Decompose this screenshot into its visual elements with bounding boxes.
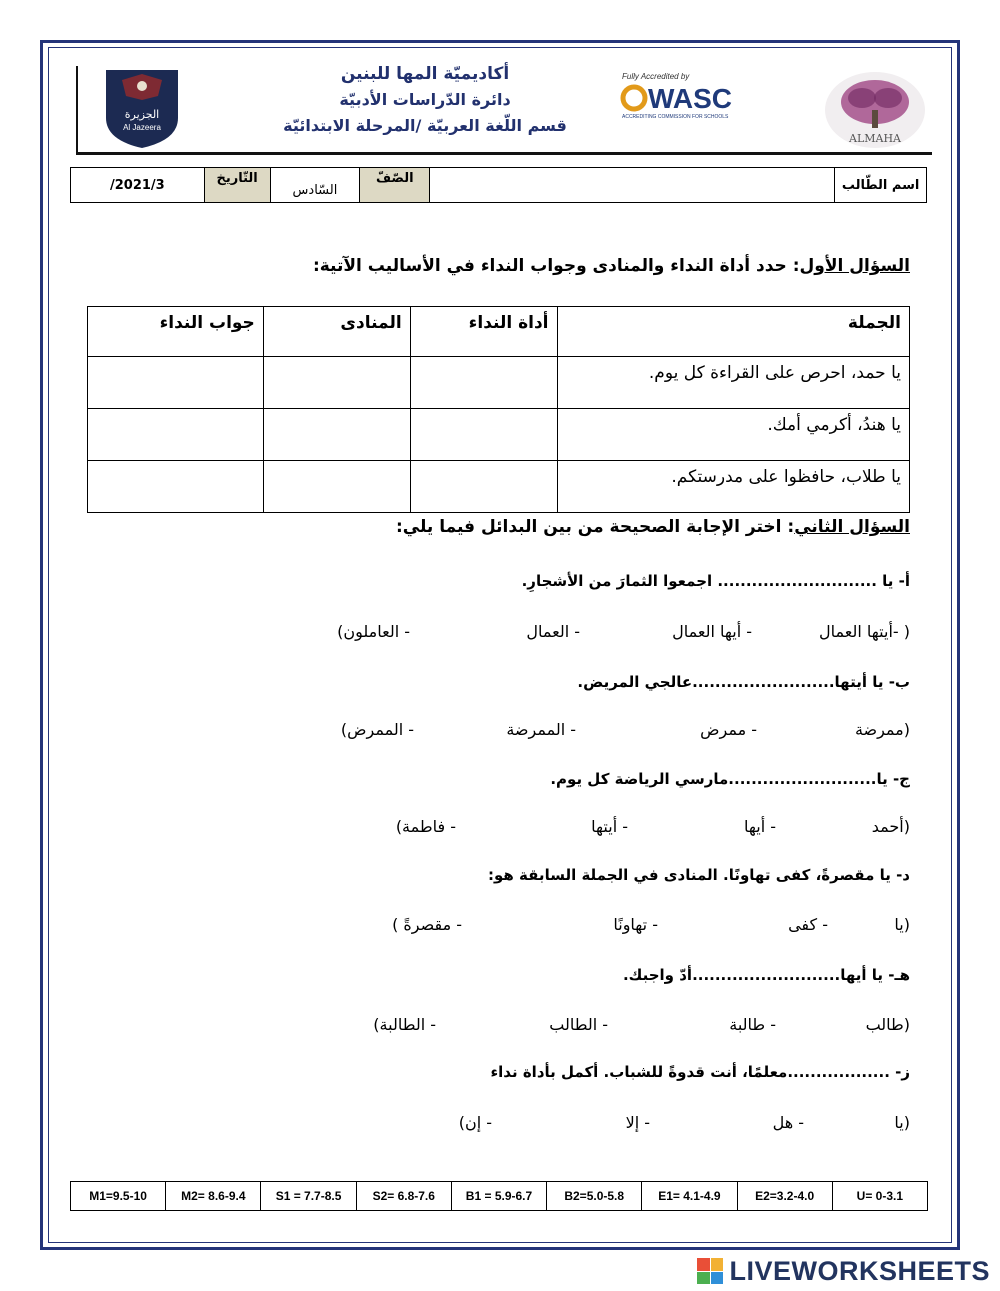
grade-scale-table <box>70 1181 928 1211</box>
q2-a-option-2[interactable]: - أيها العمال <box>672 622 752 641</box>
q2-title-prefix: السؤال الثاني <box>794 517 910 537</box>
student-info-table <box>70 167 927 203</box>
q1-title-rest: : حدد أداة النداء والمنادى وجواب النداء في الأساليب الآتية: <box>312 256 800 276</box>
wasc-logo <box>618 70 758 120</box>
class-label: الصّفّ <box>359 168 429 202</box>
aljazeera-english: Al Jazeera <box>123 123 161 132</box>
q2-z-option-4[interactable]: - إن) <box>458 1113 492 1132</box>
section-name: قسم اللّغة العربيّة /المرحلة الابتدائيّة <box>283 116 567 135</box>
q2-z-option-1[interactable]: (يا <box>894 1113 910 1132</box>
header-divider <box>76 152 932 155</box>
wasc-subtitle: ACCREDITING COMMISSION FOR SCHOOLS <box>622 114 729 120</box>
student-name-field[interactable] <box>429 168 834 202</box>
q1-sentence: يا طلاب، حافظوا على مدرستكم. <box>557 461 910 513</box>
q2-item-a: أ- يا ............................ اجمعوا الثمارَ من الأشجارِ. <box>521 572 910 590</box>
q2-item-e: هـ- يا أيها..........................أدّ واجبك. <box>622 966 910 984</box>
q1-answer-cell[interactable] <box>88 409 264 461</box>
q1-header-answer: جواب النداء <box>88 307 264 357</box>
date-label: التّاريخ <box>204 168 270 202</box>
q2-item-z: ز- ..................معلمًا، أنت قدوةً للشباب. أكمل بأداة نداء <box>490 1063 910 1081</box>
grade-cell: S2= 6.8-7.6 <box>357 1182 452 1210</box>
q2-d-option-3[interactable]: - تهاونًا <box>613 915 658 934</box>
q2-e-option-1[interactable]: (طالب <box>865 1015 910 1034</box>
class-value: السّادس <box>270 168 360 202</box>
q1-sentence: يا حمد، احرص على القراءة كل يوم. <box>557 357 910 409</box>
q2-b-option-4[interactable]: - الممرض) <box>340 720 414 739</box>
q2-a-option-1[interactable]: ( -أيتها العمال <box>819 622 910 641</box>
school-name: أكاديميّة المها للبنين <box>340 64 510 84</box>
q2-title <box>396 517 910 537</box>
q1-header-tool: أداة النداء <box>410 307 557 357</box>
q2-c-option-3[interactable]: - أيتها <box>591 817 628 836</box>
q1-sentence: يا هندُ، أكرمي أمك. <box>557 409 910 461</box>
q2-z-option-2[interactable]: - هل <box>772 1113 804 1132</box>
q2-a-option-4[interactable]: - العاملون) <box>337 622 410 641</box>
q2-item-b: ب- يا أيتها.........................عالجي المريض. <box>577 673 910 691</box>
grade-cell: E1= 4.1-4.9 <box>642 1182 737 1210</box>
grade-cell: M2= 8.6-9.4 <box>166 1182 261 1210</box>
q2-item-c: ج- يا..........................مارسي الرياضة كل يوم. <box>550 770 910 788</box>
q2-e-option-3[interactable]: - الطالب <box>549 1015 608 1034</box>
grade-cell: B2=5.0-5.8 <box>547 1182 642 1210</box>
liveworksheets-text: LIVEWORKSHEETS <box>729 1255 990 1286</box>
q2-b-option-1[interactable]: (ممرضة <box>854 720 910 739</box>
q1-title-prefix: السؤال الأول <box>799 256 910 276</box>
date-value: 2021/3/ <box>109 177 165 193</box>
q2-c-option-1[interactable]: (أحمد <box>871 817 910 836</box>
q2-a-option-3[interactable]: - العمال <box>526 622 580 641</box>
wasc-brand: WASC <box>648 83 732 114</box>
aljazeera-academy-logo <box>100 66 184 150</box>
grade-cell: B1 = 5.9-6.7 <box>452 1182 547 1210</box>
table-row <box>88 409 910 461</box>
q1-table <box>87 306 910 513</box>
q1-header-munada: المنادى <box>263 307 410 357</box>
q2-e-option-4[interactable]: - الطالبة) <box>373 1015 436 1034</box>
q2-c-option-2[interactable]: - أيها <box>743 817 776 836</box>
q1-answer-cell[interactable] <box>88 357 264 409</box>
q2-e-option-2[interactable]: - طالبة <box>729 1015 776 1034</box>
liveworksheets-icon <box>697 1258 723 1284</box>
grade-cell: S1 = 7.7-8.5 <box>261 1182 356 1210</box>
table-row <box>88 357 910 409</box>
q1-answer-cell[interactable] <box>263 409 410 461</box>
wasc-tagline: Fully Accredited by <box>622 72 690 81</box>
grade-cell: M1=9.5-10 <box>71 1182 166 1210</box>
table-row <box>88 461 910 513</box>
q1-header-row <box>88 307 910 357</box>
liveworksheets-brand[interactable] <box>697 1256 990 1286</box>
student-name-label: اسم الطّالب <box>834 168 926 202</box>
q2-b-option-3[interactable]: - الممرضة <box>506 720 576 739</box>
q2-d-option-1[interactable]: (يا <box>894 915 910 934</box>
q1-answer-cell[interactable] <box>410 357 557 409</box>
q2-d-option-2[interactable]: - كفى <box>788 915 828 934</box>
q1-header-sentence: الجملة <box>557 307 910 357</box>
q1-answer-cell[interactable] <box>88 461 264 513</box>
q2-title-rest: : اختر الإجابة الصحيحة من بين البدائل فيما يلي: <box>395 517 795 537</box>
grade-cell: U= 0-3.1 <box>856 1189 904 1203</box>
q2-d-option-4[interactable]: - مقصرةً ) <box>392 915 462 934</box>
department-name: دائرة الدّراسات الأدبيّة <box>339 90 511 109</box>
grade-cell: E2=3.2-4.0 <box>738 1182 833 1210</box>
aljazeera-arabic: الجزيرة <box>124 108 160 121</box>
header-left-rule <box>76 66 78 154</box>
q1-answer-cell[interactable] <box>263 357 410 409</box>
q1-answer-cell[interactable] <box>410 461 557 513</box>
q1-answer-cell[interactable] <box>263 461 410 513</box>
q2-z-option-3[interactable]: - إلا <box>625 1113 650 1132</box>
almaha-brand: ALMAHA <box>849 132 901 145</box>
almaha-logo <box>822 70 928 150</box>
q1-title <box>313 256 910 276</box>
q2-b-option-2[interactable]: - ممرض <box>700 720 757 739</box>
q2-c-option-4[interactable]: - فاطمة) <box>395 817 456 836</box>
q2-item-d: د- يا مقصرةً، كفى تهاونًا. المنادى في الجملة السابقة هو: <box>488 866 910 884</box>
q1-answer-cell[interactable] <box>410 409 557 461</box>
